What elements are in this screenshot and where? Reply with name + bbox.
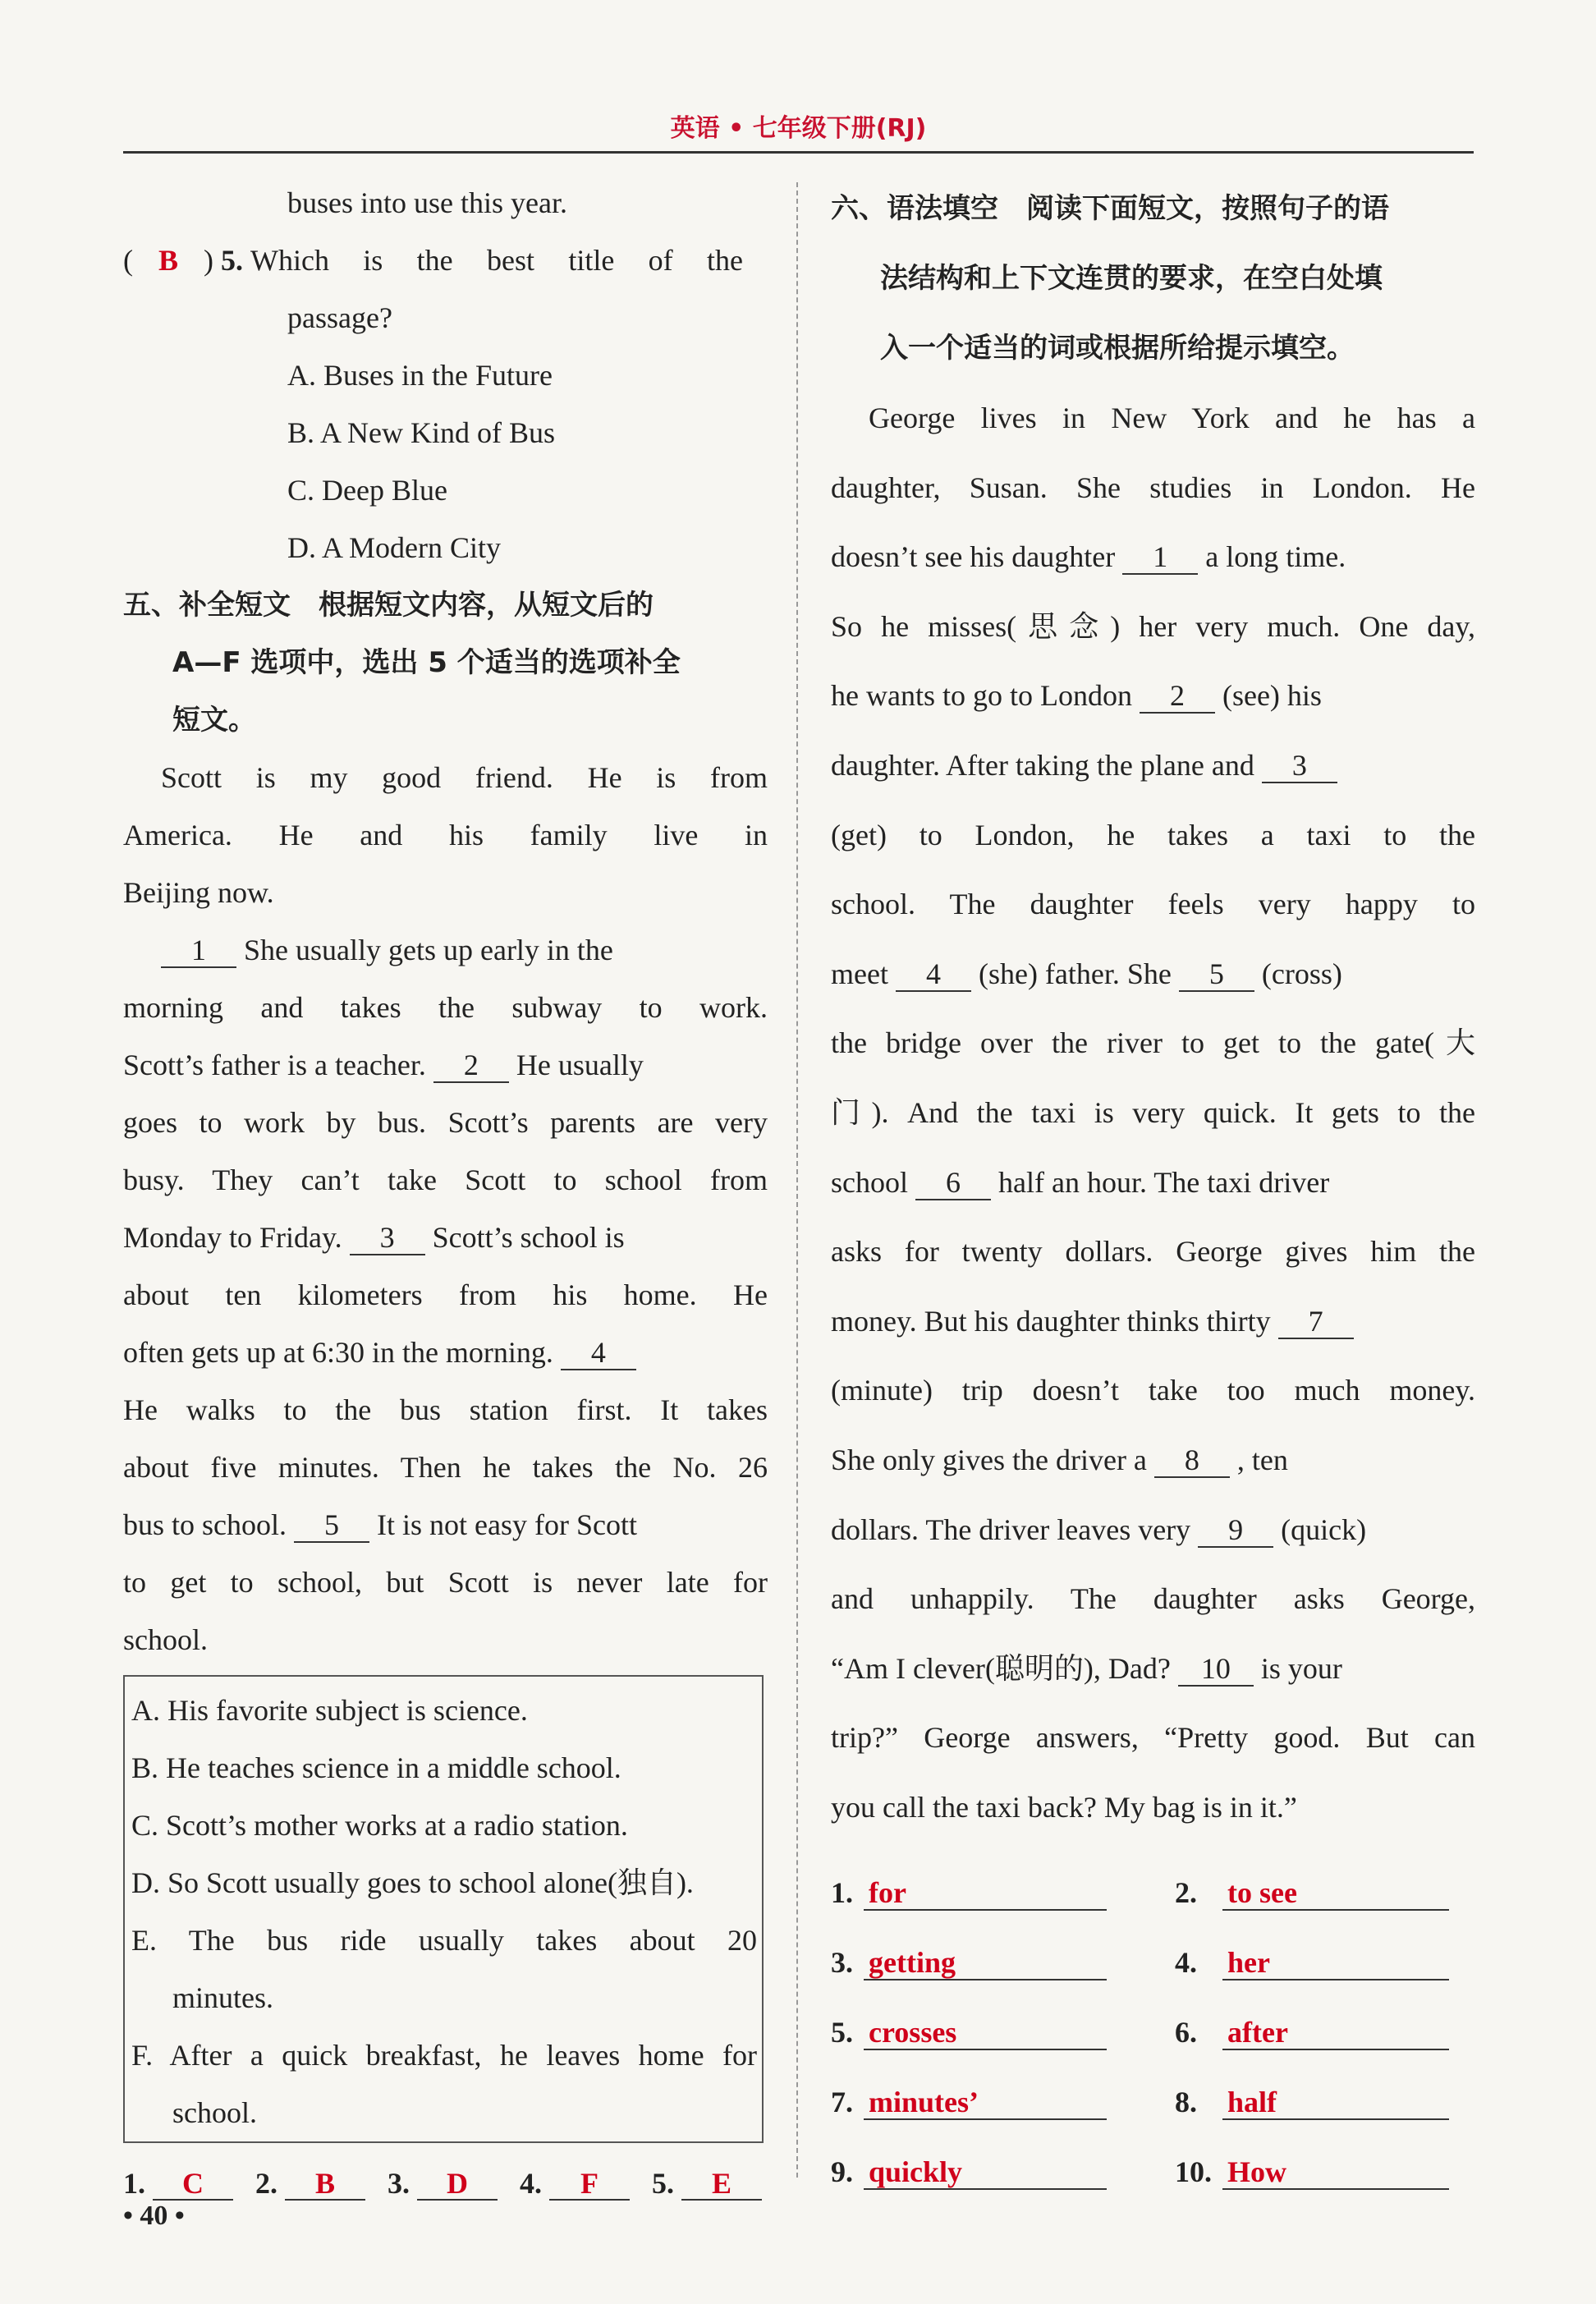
page-header xyxy=(123,107,1474,154)
passage-line: school. xyxy=(123,1623,208,1656)
passage-line: you call the taxi back? My bag is in it.” xyxy=(831,1790,1297,1824)
option-b: B. He teaches science in a middle school. xyxy=(131,1751,621,1784)
question-5: ( B ) 5. Which is the best title of the xyxy=(123,232,768,289)
answer-6: after xyxy=(1222,2016,1449,2050)
passage-line: Beijing now. xyxy=(123,876,274,909)
passage-line: school. The daughter feels very happy to xyxy=(831,888,1475,921)
option-a: A. His favorite subject is science. xyxy=(131,1694,528,1727)
answer-4: F xyxy=(549,2168,630,2201)
passage-line: the bridge over the river to get to the gate(大 xyxy=(831,1026,1475,1060)
blank-4: 4 xyxy=(561,1336,636,1370)
passage-line: money. But his daughter thinks thirty 7 xyxy=(831,1287,1475,1356)
passage-line: So he misses(思念) her very much. One day, xyxy=(831,609,1475,643)
answer-5: E xyxy=(681,2168,762,2201)
passage-line: doesn’t see his daughter 1 a long time. xyxy=(831,540,1346,574)
passage-line: America. He and his family live in xyxy=(123,819,768,851)
passage-line: daughter. After taking the plane and 3 xyxy=(831,731,1475,801)
passage-line: to get to school, but Scott is never late for xyxy=(123,1566,768,1599)
answer-row: 7. minutes’ 8. half xyxy=(831,2068,1475,2137)
passage-line: He walks to the bus station first. It takes xyxy=(123,1393,768,1426)
passage-line: goes to work by bus. Scott’s parents are very xyxy=(123,1106,768,1139)
q5-option-a: A. Buses in the Future xyxy=(287,359,553,392)
section6-title-line3: 入一个适当的词或根据所给提示填空。 xyxy=(880,332,1355,365)
passage-line: bus to school. 5 It is not easy for Scott xyxy=(123,1508,637,1541)
answer-2: B xyxy=(285,2168,365,2201)
header-title: 英语 • 七年级下册(RJ) xyxy=(670,114,927,143)
section6-title-line2: 法结构和上下文连贯的要求，在空白处填 xyxy=(880,262,1383,295)
option-f-cont: school. xyxy=(172,2096,257,2129)
answer-1: for xyxy=(864,1876,1107,1911)
q5-answer: B xyxy=(158,244,178,277)
answer-row: 5. crosses 6. after xyxy=(831,1998,1475,2068)
section5-answers: 1. C 2. B 3. D 4. F 5. E xyxy=(123,2155,768,2212)
answer-9: quickly xyxy=(864,2155,1107,2190)
blank-4: 4 xyxy=(896,957,971,992)
answer-8: half xyxy=(1222,2086,1449,2120)
passage-line: (minute) trip doesn’t take too much money. xyxy=(831,1374,1475,1407)
answer-row: 9. quickly 10. How xyxy=(831,2137,1475,2207)
left-column xyxy=(123,174,768,2212)
passage-line: trip?” George answers, “Pretty good. But can xyxy=(831,1721,1475,1755)
passage-line: he wants to go to London 2 (see) his xyxy=(831,679,1322,713)
answer-10: How xyxy=(1222,2155,1449,2190)
passage-line: meet 4 (she) father. She 5 (cross) xyxy=(831,957,1342,990)
answer-7: minutes’ xyxy=(864,2086,1107,2120)
passage-line: 1 She usually gets up early in the xyxy=(123,921,768,979)
blank-1: 1 xyxy=(1122,540,1198,575)
continued-line: buses into use this year. xyxy=(287,186,567,219)
column-divider xyxy=(796,182,798,2178)
section6-answers xyxy=(831,1858,1475,2207)
option-d: D. So Scott usually goes to school alone(独自). xyxy=(131,1866,694,1899)
page-number: • 40 • xyxy=(123,2201,185,2231)
passage-line: morning and takes the subway to work. xyxy=(123,991,768,1024)
answer-row: 3. getting 4. her xyxy=(831,1928,1475,1998)
blank-5: 5 xyxy=(294,1508,369,1543)
answer-4: her xyxy=(1222,1946,1449,1980)
passage-line: Monday to Friday. 3 Scott’s school is xyxy=(123,1221,625,1254)
section5-title-line3: 短文。 xyxy=(172,704,256,737)
q5-option-c: C. Deep Blue xyxy=(287,474,447,507)
q5-option-d: D. A Modern City xyxy=(287,531,502,564)
option-c: C. Scott’s mother works at a radio station. xyxy=(131,1809,628,1842)
answer-3: getting xyxy=(864,1946,1107,1980)
options-box xyxy=(123,1675,764,2143)
answer-row: 1. for 2. to see xyxy=(831,1858,1475,1928)
blank-3: 3 xyxy=(1262,749,1337,783)
passage-line: daughter, Susan. She studies in London. He xyxy=(831,470,1475,504)
blank-9: 9 xyxy=(1198,1513,1273,1548)
blank-2: 2 xyxy=(1140,679,1215,714)
section5-title-line2: A—F 选项中，选出 5 个适当的选项补全 xyxy=(172,646,681,679)
blank-6: 6 xyxy=(915,1166,991,1200)
right-column xyxy=(831,174,1475,2207)
option-f: F. After a quick breakfast, he leaves home for xyxy=(131,2039,757,2072)
passage-line: about five minutes. Then he takes the No. 26 xyxy=(123,1451,768,1484)
q5-stem-cont: passage? xyxy=(287,301,392,334)
answer-2: to see xyxy=(1222,1876,1449,1911)
passage-line: dollars. The driver leaves very 9 (quick) xyxy=(831,1512,1367,1546)
blank-10: 10 xyxy=(1178,1652,1254,1687)
option-e: E. The bus ride usually takes about 20 xyxy=(131,1924,757,1957)
q5-option-b: B. A New Kind of Bus xyxy=(287,416,556,449)
blank-7: 7 xyxy=(1278,1305,1354,1339)
answer-1: C xyxy=(153,2168,233,2201)
passage-line: She only gives the driver a 8 , ten xyxy=(831,1443,1288,1476)
answer-3: D xyxy=(417,2168,498,2201)
option-e-cont: minutes. xyxy=(172,1981,273,2014)
passage-line: Scott is my good friend. He is from xyxy=(161,761,768,794)
blank-1: 1 xyxy=(161,934,236,968)
passage-line: often gets up at 6:30 in the morning. 4 xyxy=(123,1324,768,1381)
passage-line: Scott’s father is a teacher. 2 He usually xyxy=(123,1049,644,1081)
answer-5: crosses xyxy=(864,2016,1107,2050)
passage-line: (get) to London, he takes a taxi to the xyxy=(831,818,1475,851)
passage-line: about ten kilometers from his home. He xyxy=(123,1278,768,1311)
passage-line: “Am I clever(聪明的), Dad? 10 is your xyxy=(831,1651,1342,1685)
passage-line: school 6 half an hour. The taxi driver xyxy=(831,1165,1330,1199)
blank-8: 8 xyxy=(1154,1443,1230,1478)
section5-title: 五、补全短文 根据短文内容，从短文后的 xyxy=(123,589,654,622)
q5-number: 5. xyxy=(221,244,243,277)
section6-title: 六、语法填空 阅读下面短文，按照句子的语 xyxy=(831,192,1389,225)
passage-line: busy. They can’t take Scott to school from xyxy=(123,1163,768,1196)
passage-line: 门). And the taxi is very quick. It gets to the xyxy=(831,1095,1475,1129)
blank-3: 3 xyxy=(350,1221,425,1255)
passage-line: asks for twenty dollars. George gives him the xyxy=(831,1235,1475,1269)
passage-line: and unhappily. The daughter asks George, xyxy=(831,1582,1475,1616)
q5-stem: Which is the best title of the xyxy=(250,244,743,277)
blank-2: 2 xyxy=(433,1049,509,1083)
blank-5: 5 xyxy=(1179,957,1254,992)
passage-line: George lives in New York and he has a xyxy=(869,402,1475,434)
